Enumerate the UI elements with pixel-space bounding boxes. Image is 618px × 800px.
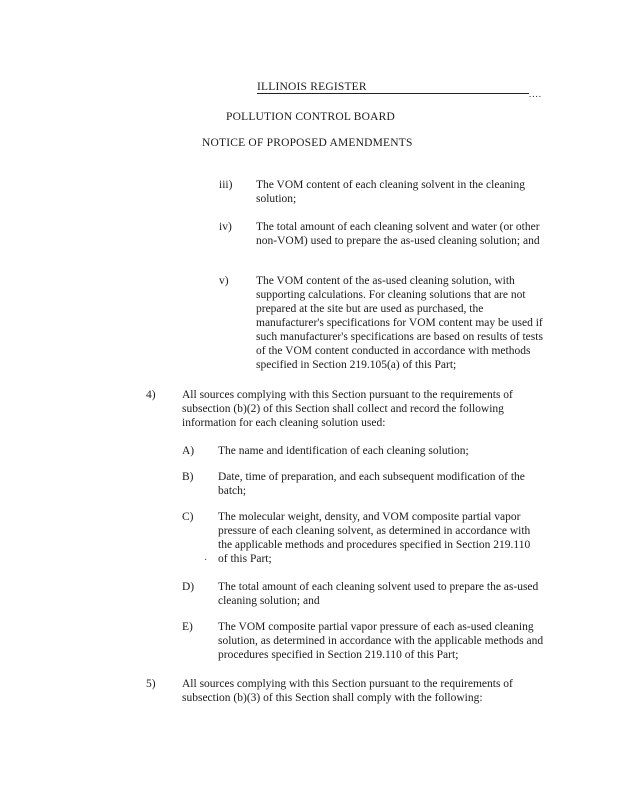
paragraph-text: All sources complying with this Section pursuant to the requirements of subsection (b)(3) of this Section shall comply with the following: [182,678,513,704]
paragraph-marker: 5) [146,678,156,690]
clause-text: The VOM content of the as-used cleaning solution, with supporting calculations. For cleaning solutions that are not prepared at the site but are used as purchased, the manufacturer's specifications for VOM content may be used if such manufacturer's specifications are based on results of tests of the VOM content conducted in accordance with methods specified in Section 219.105(a) of this Part; [256,275,543,371]
subparagraph-text: Date, time of preparation, and each subsequent modification of the batch; [218,471,525,497]
subparagraph-marker: E) [182,621,193,633]
clause-text: The VOM content of each cleaning solvent in the cleaning solution; [256,179,525,205]
header-rule [257,93,529,94]
subparagraph-marker: C) [182,511,194,523]
register-header [257,80,542,99]
register-title: ILLINOIS REGISTER [257,81,367,93]
subparagraph-text: The molecular weight, density, and VOM composite partial vapor pressure of each cleaning solvent, as determined in accordance with the applicable methods and procedures specified in Section 219.110 of this Part; [218,511,531,565]
clause-text: The total amount of each cleaning solvent and water (or other non-VOM) used to prepare the as-used cleaning solution; and [256,221,540,247]
board-title: POLLUTION CONTROL BOARD [226,111,396,123]
subparagraph-marker: A) [182,445,195,457]
scan-mark: · [204,555,208,566]
paragraph-marker: 4) [146,389,156,401]
header-rule-dots: .... [529,89,542,99]
clause-marker: iii) [219,179,233,191]
paragraph-text: All sources complying with this Section pursuant to the requirements of subsection (b)(2) of this Section shall collect and record the following information for each cleaning solution used: [182,389,513,429]
subparagraph-marker: B) [182,471,194,483]
subparagraph-text: The name and identification of each cleaning solution; [218,445,469,457]
clause-marker: iv) [219,221,232,233]
subparagraph-text: The total amount of each cleaning solvent used to prepare the as-used cleaning solution; and [218,581,539,607]
clause-marker: v) [219,275,229,287]
subparagraph-text: The VOM composite partial vapor pressure of each as-used cleaning solution, as determined in accordance with the applicable methods and procedures specified in Section 219.110 of this Part; [218,621,544,661]
subparagraph-marker: D) [182,581,195,593]
notice-title: NOTICE OF PROPOSED AMENDMENTS [202,137,413,149]
